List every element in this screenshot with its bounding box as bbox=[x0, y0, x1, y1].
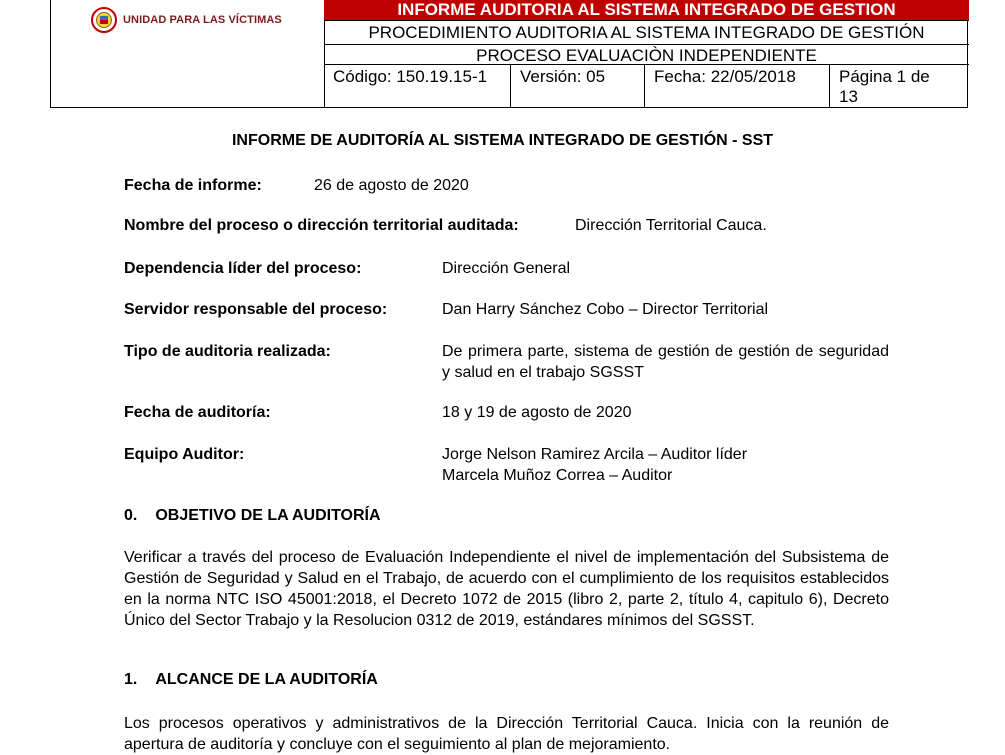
report-date-value: 26 de agosto de 2020 bbox=[314, 177, 469, 194]
header-process: PROCESO EVALUACIÒN INDEPENDIENTE bbox=[324, 45, 969, 65]
header-page-line1: Página 1 de bbox=[839, 67, 930, 86]
logo-text: UNIDAD PARA LAS VÍCTIMAS bbox=[123, 14, 282, 26]
header-date: Fecha: 22/05/2018 bbox=[644, 65, 829, 107]
team-member: Jorge Nelson Ramirez Arcila – Auditor líder bbox=[442, 446, 748, 463]
header-meta-row bbox=[324, 65, 969, 107]
header-title: INFORME AUDITORIA AL SISTEMA INTEGRADO DE GESTION bbox=[324, 0, 969, 21]
header-page bbox=[829, 65, 969, 107]
scope-heading bbox=[124, 671, 378, 689]
header-page-line2: 13 bbox=[839, 87, 858, 106]
lead-dependency-value: Dirección General bbox=[442, 260, 571, 277]
audit-type-label: Tipo de auditoria realizada: bbox=[124, 343, 331, 360]
responsible-label: Servidor responsable del proceso: bbox=[124, 301, 388, 318]
scope-number: 1. bbox=[124, 671, 138, 688]
audit-type-value: De primera parte, sistema de gestión de gestión de seguridad y salud en el trabajo SGSST bbox=[442, 343, 889, 381]
objective-title: OBJETIVO DE LA AUDITORÍA bbox=[155, 507, 381, 524]
header-subtitle: PROCEDIMIENTO AUDITORIA AL SISTEMA INTEGRADO DE GESTIÓN bbox=[324, 21, 969, 45]
logo bbox=[91, 7, 282, 33]
audited-label: Nombre del proceso o dirección territorial auditada: bbox=[124, 217, 519, 234]
report-date-label: Fecha de informe: bbox=[124, 177, 262, 194]
scope-title: ALCANCE DE LA AUDITORÍA bbox=[155, 671, 378, 688]
document-title: INFORME DE AUDITORÍA AL SISTEMA INTEGRADO DE GESTIÓN - SST bbox=[231, 132, 774, 149]
objective-text: Verificar a través del proceso de Evaluación Independiente el nivel de implementación del Subsistema de Gestión de Seguridad y Salud en el Trabajo, de acuerdo con el cumplimiento de los requisitos establecidos en la norma NTC ISO 45001:2018, el Decreto 1072 de 2015 (libro 2, parte 2, título 4, capitulo 6), Decreto Único del Sector Trabajo y la Resolucion 0312 de 2019, estándares mínimos del SGSST. bbox=[124, 549, 889, 629]
responsible-value: Dan Harry Sánchez Cobo – Director Territorial bbox=[442, 301, 769, 318]
logo-cell bbox=[51, 0, 325, 107]
audit-team-value bbox=[442, 444, 747, 486]
audit-date-value: 18 y 19 de agosto de 2020 bbox=[442, 404, 632, 421]
header-version: Versión: 05 bbox=[510, 65, 644, 107]
team-member: Marcela Muñoz Correa – Auditor bbox=[442, 467, 673, 484]
objective-number: 0. bbox=[124, 507, 138, 524]
lead-dependency-label: Dependencia líder del proceso: bbox=[124, 260, 362, 277]
document-header bbox=[50, 0, 968, 108]
objective-heading bbox=[124, 507, 381, 525]
header-code: Código: 150.19.15-1 bbox=[333, 67, 488, 86]
coat-of-arms-icon bbox=[91, 7, 117, 33]
audit-team-label: Equipo Auditor: bbox=[124, 446, 245, 463]
scope-text: Los procesos operativos y administrativos de la Dirección Territorial Cauca. Inicia con la reunión de apertura de auditoría y concluye con el seguimiento al plan de mejoramiento. bbox=[124, 715, 889, 753]
audited-value: Dirección Territorial Cauca. bbox=[575, 217, 767, 234]
audit-date-label: Fecha de auditoría: bbox=[124, 404, 271, 421]
